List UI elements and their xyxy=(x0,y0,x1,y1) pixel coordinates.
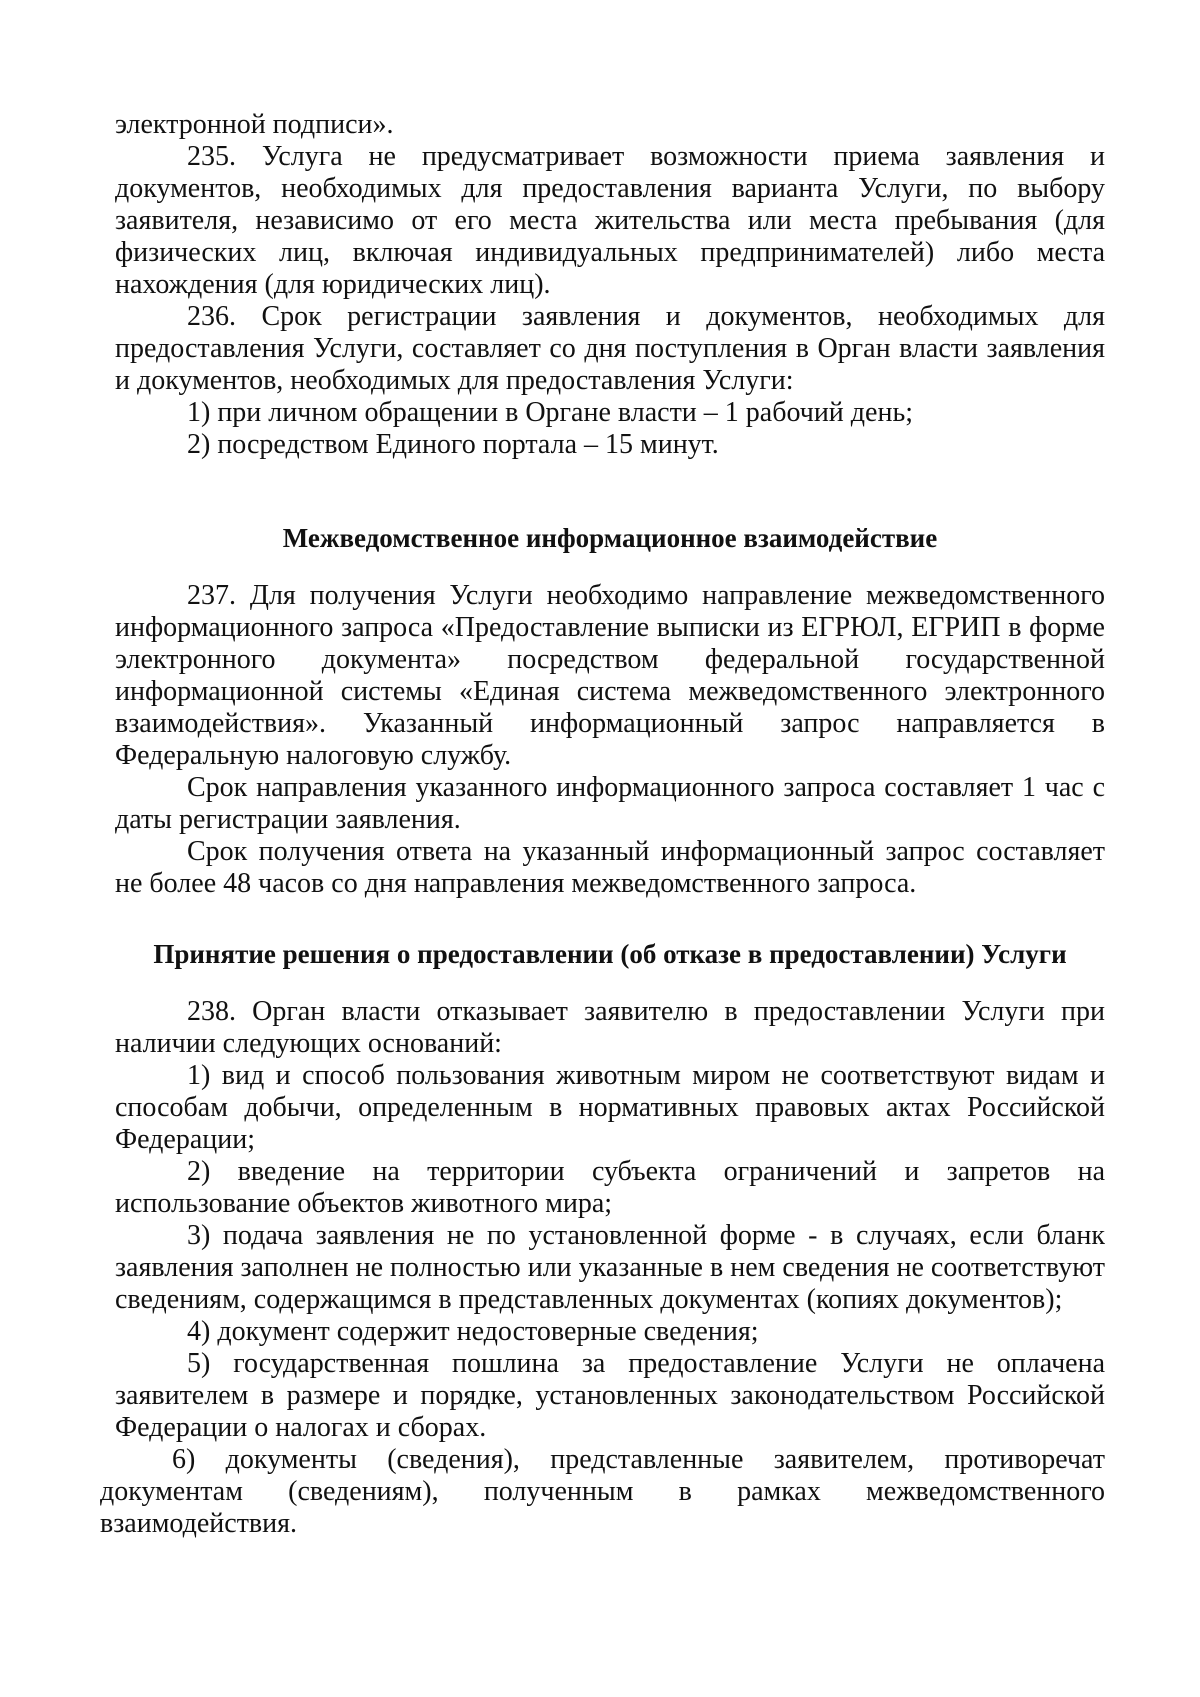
list-item-236-1: 1) при личном обращении в Органе власти – 1 рабочий день; xyxy=(187,397,913,428)
list-item-238-1: 1) вид и способ пользования животным миром не соответствуют видам и способам добычи, определенным в нормативных правовых актах Российской Федерации; xyxy=(115,1060,1105,1155)
section-heading-decision xyxy=(115,938,1105,970)
list-item-238-6: 6) документы (сведения), представленные заявителем, противоречат документам (сведениям), полученным в рамках межведомственного взаимодействия. xyxy=(100,1444,1105,1539)
paragraph-continuation: электронной подписи». xyxy=(115,109,394,140)
heading-interagency-interaction: Межведомственное информационное взаимодействие xyxy=(282,523,938,553)
section-decision xyxy=(100,996,1105,1540)
list-item-238-5: 5) государственная пошлина за предоставление Услуги не оплачена заявителем в размере и порядке, установленных законодательством Российской Федерации о налогах и сборах. xyxy=(115,1348,1105,1443)
paragraph-238: 238. Орган власти отказывает заявителю в предоставлении Услуги при наличии следующих оснований: xyxy=(115,996,1105,1059)
list-item-238-4: 4) документ содержит недостоверные сведения; xyxy=(187,1316,759,1347)
paragraph-request-deadline: Срок направления указанного информационного запроса составляет 1 час с даты регистрации заявления. xyxy=(115,772,1105,835)
heading-decision: Принятие решения о предоставлении (об отказе в предоставлении) Услуги xyxy=(153,939,1067,969)
section-heading-interagency xyxy=(115,522,1105,554)
list-item-238-3: 3) подача заявления не по установленной форме - в случаях, если бланк заявления заполнен не полностью или указанные в нем сведения не соответствуют сведениям, содержащимся в представленных документах (копиях документов); xyxy=(115,1220,1105,1315)
paragraph-response-deadline: Срок получения ответа на указанный информационный запрос составляет не более 48 часов со дня направления межведомственного запроса. xyxy=(115,836,1105,899)
section-interagency xyxy=(115,580,1105,900)
paragraph-235: 235. Услуга не предусматривает возможности приема заявления и документов, необходимых для предоставления варианта Услуги, по выбору заявителя, независимо от его места жительства или места пребывания (для физических лиц, включая индивидуальных предпринимателей) либо места нахождения (для юридических лиц). xyxy=(115,141,1105,300)
paragraph-236: 236. Срок регистрации заявления и документов, необходимых для предоставления Услуги, составляет со дня поступления в Орган власти заявления и документов, необходимых для предоставления Услуги: xyxy=(115,301,1105,396)
section-registration xyxy=(115,109,1105,461)
paragraph-237: 237. Для получения Услуги необходимо направление межведомственного информационного запроса «Предоставление выписки из ЕГРЮЛ, ЕГРИП в форме электронного документа» посредством федеральной государственной информационной системы «Единая система межведомственного электронного взаимодействия». Указанный информационный запрос направляется в Федеральную налоговую службу. xyxy=(115,580,1105,771)
list-item-236-2: 2) посредством Единого портала – 15 минут. xyxy=(187,429,719,460)
list-item-238-2: 2) введение на территории субъекта ограничений и запретов на использование объектов животного мира; xyxy=(115,1156,1105,1219)
